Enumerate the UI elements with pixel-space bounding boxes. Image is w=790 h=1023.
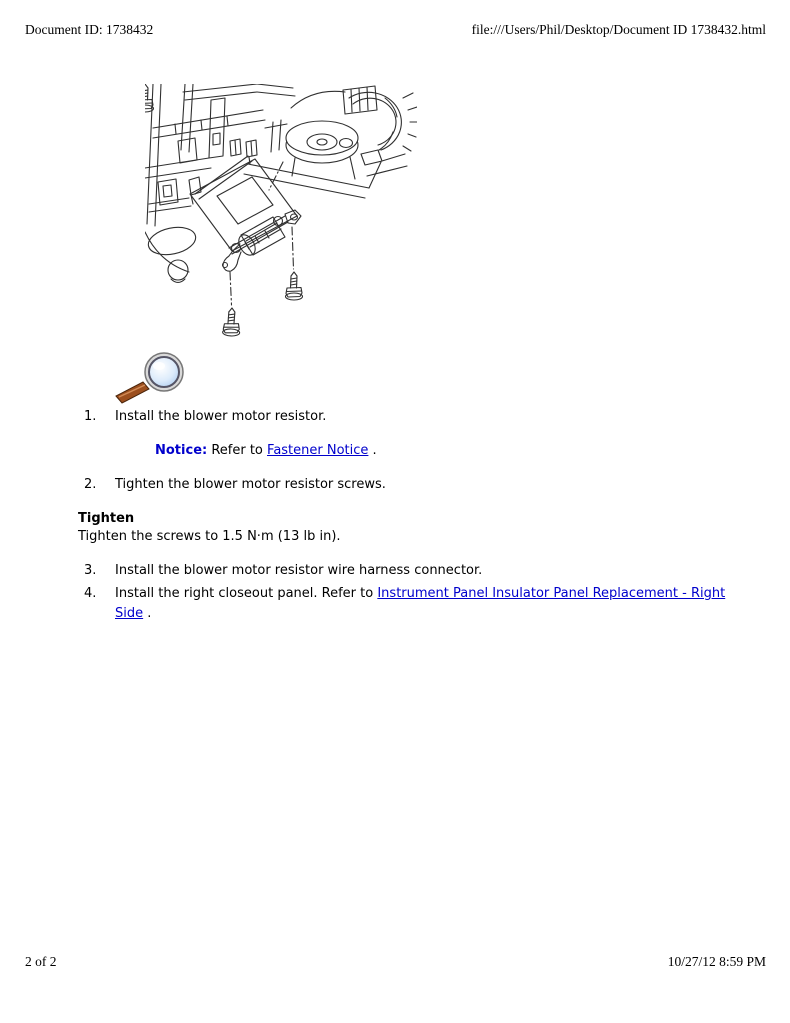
step-text: Tighten the blower motor resistor screws. [115,477,386,492]
fastener-notice-link[interactable]: Fastener Notice [267,443,369,458]
tighten-spec: Tighten the screws to 1.5 N·m (13 lb in). [78,529,341,544]
step-item-4 [84,584,732,624]
step-number: 2. [84,477,97,492]
step-text [115,584,732,624]
step-text: Install the blower motor resistor wire harness connector. [115,563,483,578]
file-url: file:///Users/Phil/Desktop/Document ID 1738432.html [471,22,766,37]
step-text-before: Install the right closeout panel. Refer to [115,586,378,601]
print-timestamp: 10/27/12 8:59 PM [667,954,766,969]
step-number: 1. [84,409,97,424]
print-header [25,22,766,38]
instrument-panel-insulator-link[interactable]: Instrument Panel Insulator Panel Replacement - Right Side [115,586,726,621]
step-number: 4. [84,586,97,601]
step-item-3 [84,561,732,581]
step-number: 3. [84,563,97,578]
notice-period: . [368,443,377,458]
document-id: Document ID: 1738432 [25,22,154,37]
notice-label: Notice: [155,443,208,458]
page-count: 2 of 2 [25,954,57,969]
step-item-1 [84,407,732,427]
step-text: Install the blower motor resistor. [115,409,327,424]
print-footer [25,954,766,970]
notice-line [155,441,377,461]
step-item-2 [84,475,732,495]
blower-motor-resistor-figure [145,84,417,344]
magnifying-glass-icon[interactable] [112,346,197,404]
tighten-heading: Tighten [78,511,135,526]
step-text-after: . [143,606,152,621]
notice-text: Refer to [207,443,268,458]
